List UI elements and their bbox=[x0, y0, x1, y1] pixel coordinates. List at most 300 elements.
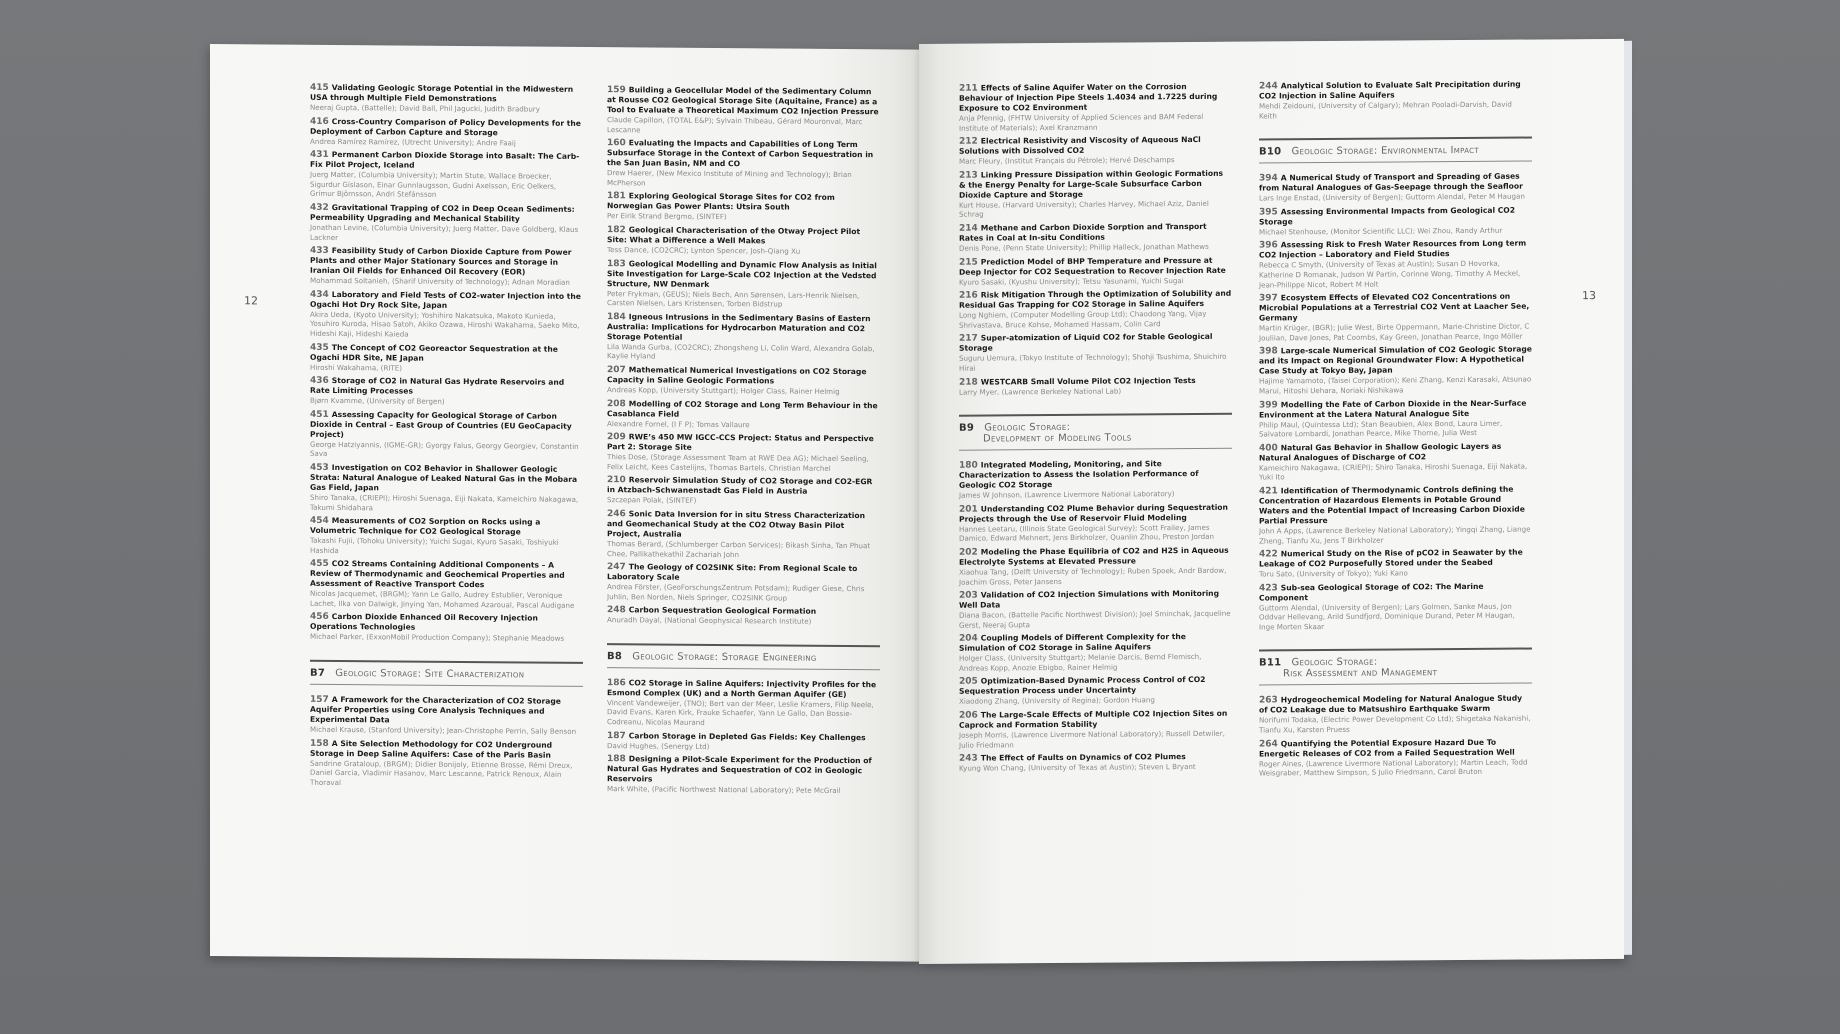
abstract-entry bbox=[607, 475, 880, 507]
section-subtitle: Development of Modeling Tools bbox=[983, 432, 1132, 445]
entry-number: 421 bbox=[1259, 486, 1278, 497]
entry-title: Sub-sea Geological Storage of CO2: The Marine Component bbox=[1259, 581, 1484, 603]
entry-title-line bbox=[959, 459, 1232, 491]
abstract-entry bbox=[1259, 441, 1532, 482]
abstract-entry bbox=[1259, 484, 1532, 545]
section-heading bbox=[607, 645, 880, 669]
entry-authors: Denis Pone, (Penn State University); Phillip Halleck, Jonathan Mathews bbox=[959, 241, 1209, 253]
abstract-entry bbox=[1259, 548, 1532, 580]
entry-title-line bbox=[607, 678, 880, 700]
entry-title-line bbox=[607, 432, 880, 454]
entry-title: Igneous Intrusions in the Sedimentary Basins of Eastern Australia: Implications for Hydrocarbon Maturation and CO2 Storage Potential bbox=[607, 312, 871, 342]
entry-title-line bbox=[607, 754, 880, 786]
entry-number: 395 bbox=[1259, 207, 1278, 218]
entry-title-line bbox=[959, 289, 1232, 311]
entry-authors: Andrea Ramírez Ramírez, (Utrecht University); Andre Faaij bbox=[310, 136, 516, 147]
entry-authors: Roger Aines, (Lawrence Livermore National Laboratory); Martin Leach, Todd Weisgraber, Matthew Simpson, S Julio Friedmann, Carol Bruton bbox=[1259, 757, 1528, 778]
entry-number: 415 bbox=[310, 82, 329, 93]
abstract-entry bbox=[607, 562, 880, 603]
entry-authors: Hajime Yamamoto, (Taisei Corporation); Keni Zhang, Kenzi Karasaki, Atsunao Marui, Hitoshi Uehara, Noriaki Nishikawa bbox=[1259, 374, 1532, 396]
abstract-entry bbox=[310, 246, 583, 288]
abstract-entry bbox=[1259, 239, 1532, 290]
entry-title: Super-atomization of Liquid CO2 for Stable Geological Storage bbox=[959, 332, 1213, 354]
entry-authors: Suguru Uemura, (Tokyo Institute of Technology); Shohji Tsushima, Shuichiro Hirai bbox=[959, 352, 1227, 373]
entry-title-line bbox=[607, 399, 880, 421]
entry-number: 208 bbox=[607, 398, 626, 409]
entry-number: 217 bbox=[959, 333, 978, 345]
entry-number: 431 bbox=[310, 149, 329, 161]
entry-authors: Drew Haerer, (New Mexico Institute of Mining and Technology); Brian McPherson bbox=[607, 168, 852, 188]
entry-title-line bbox=[1259, 292, 1532, 324]
entry-authors: Anuradh Dayal, (National Geophysical Research Institute) bbox=[607, 615, 812, 627]
entry-title: Quantifying the Potential Exposure Hazard Due To Energetic Releases of CO2 from a Failed Sequestration Well bbox=[1259, 737, 1515, 759]
entry-title: Prediction Model of BHP Temperature and Pressure at Deep Injector for CO2 Sequestration to Recover Injection Rate bbox=[959, 255, 1226, 277]
right-page bbox=[919, 39, 1624, 964]
entry-title: Measurements of CO2 Sorption on Rocks using a Volumetric Technique for CO2 Geological Storage bbox=[310, 516, 541, 537]
entry-authors: Andrea Förster, (GeoForschungsZentrum Potsdam); Rudiger Giese, Chris Juhlin, Ben Norden, Niels Springer, CO2SINK Group bbox=[607, 582, 865, 603]
abstract-entry bbox=[607, 754, 880, 796]
entry-number: 453 bbox=[310, 462, 329, 473]
entry-title-line bbox=[310, 695, 583, 727]
entry-number: 396 bbox=[1259, 240, 1278, 251]
entry-authors: Hiroshi Wakahama, (RITE) bbox=[310, 362, 403, 373]
entry-number: 201 bbox=[959, 504, 978, 515]
abstract-entry bbox=[1259, 292, 1532, 343]
entry-authors: Szczepan Polak, (SINTEF) bbox=[607, 495, 697, 506]
entry-number: 433 bbox=[310, 245, 329, 257]
entry-title: Investigation on CO2 Behavior in Shallower Geologic Strata: Natural Analogue of Leaked Natural Gas in the Mobara Gas Field, Japan bbox=[310, 462, 578, 493]
entry-title: Carbon Sequestration Geological Formation bbox=[628, 605, 817, 617]
entry-title-line bbox=[310, 410, 583, 442]
abstract-entry bbox=[607, 509, 880, 560]
entry-title-line bbox=[310, 150, 583, 172]
entry-number: 159 bbox=[607, 85, 626, 96]
entry-authors: Thies Dose, (Storage Assessment Team at RWE Dea AG); Michael Seeling, Felix Leicht, Kees Castelijns, Thomas Bartels, Christian Marchel bbox=[607, 452, 869, 473]
entry-title: Mathematical Numerical Investigations on CO2 Storage Capacity in Saline Geologic Formations bbox=[607, 365, 867, 386]
entry-title: Large-scale Numerical Simulation of CO2 Geologic Storage and its Impact on Regional Groundwater Flow: A Hypothetical Case Study at Tokyo Bay, Japan bbox=[1259, 344, 1532, 376]
abstract-entry bbox=[310, 83, 583, 115]
entry-title: Storage of CO2 in Natural Gas Hydrate Reservoirs and Rate Limiting Processes bbox=[310, 376, 565, 396]
entry-title-line bbox=[959, 168, 1232, 200]
entry-authors: Akira Ueda, (Kyoto University); Yoshihiro Nakatsuka, Makoto Kunieda, Yosuhiro Kuroda, Hisao Satoh, Akiko Ozawa, Hiroshi Wakahama, Saeko Mito, Hideshi Kaji, Hideshi Kaieda bbox=[310, 309, 580, 339]
section-heading bbox=[1259, 650, 1532, 685]
entry-title: Laboratory and Field Tests of CO2-water Injection into the Ogachi Hot Dry Rock Site, Japan bbox=[310, 289, 581, 310]
entry-authors: George Hatziyannis, (IGME-GR); Gyorgy Falus, Georgy Georgiev, Constantin Sava bbox=[310, 439, 579, 459]
entry-number: 246 bbox=[607, 509, 626, 520]
entry-title-line bbox=[1259, 239, 1532, 261]
abstract-entry bbox=[607, 138, 880, 189]
entry-authors: Xiaodong Zhang, (University of Regina); Gordon Huang bbox=[959, 695, 1155, 707]
abstract-entry bbox=[607, 85, 880, 136]
entry-title-line bbox=[959, 546, 1232, 568]
entry-title-line bbox=[310, 612, 583, 634]
entry-number: 187 bbox=[607, 730, 626, 741]
entry-title: The Geology of CO2SINK Site: From Regional Scale to Laboratory Scale bbox=[607, 562, 858, 582]
entry-title-line bbox=[310, 203, 583, 225]
entry-number: 218 bbox=[959, 377, 978, 388]
abstract-entry bbox=[310, 342, 583, 374]
entry-authors: Alexandre Fornel, (I F P); Tomas Vallaure bbox=[607, 418, 750, 429]
entry-title-line bbox=[959, 675, 1232, 697]
abstract-entry bbox=[959, 632, 1232, 673]
abstract-entry bbox=[310, 376, 583, 408]
entry-title-line bbox=[1259, 737, 1532, 759]
entry-authors: Martin Krüger, (BGR); Julie West, Birte Oppermann, Marie-Christine Dictor, C Jouliian, Dave Jones, Pat Coombs, Kay Green, Jonathan Pearce, Ingo Möller bbox=[1259, 321, 1530, 343]
entry-title: Coupling Models of Different Complexity for the Simulation of CO2 Storage in Saline Aquifers bbox=[959, 632, 1186, 653]
entry-title-line bbox=[607, 365, 880, 387]
entry-title: Hydrogeochemical Modeling for Natural Analogue Study of CO2 Leakage due to Matsushiro Earthquake Swarm bbox=[1259, 694, 1523, 715]
entry-title: Electrical Resistivity and Viscosity of Aqueous NaCl Solutions with Dissolved CO2 bbox=[959, 135, 1201, 156]
section-code: B9 bbox=[959, 422, 975, 434]
entry-title-line bbox=[1259, 484, 1532, 526]
entry-title: Modelling of CO2 Storage and Long Term Behaviour in the Casablanca Field bbox=[607, 398, 878, 419]
entry-title-line bbox=[310, 376, 583, 398]
entry-title: A Numerical Study of Transport and Spreading of Gases from Natural Analogues of Gas-Seepage through the Seafloor bbox=[1259, 171, 1523, 193]
abstract-entry bbox=[607, 259, 880, 310]
abstract-entry bbox=[310, 463, 583, 514]
entry-title-line bbox=[607, 225, 880, 247]
entry-title: Modeling the Phase Equilibria of CO2 and H2S in Aqueous Electrolyte Systems at Elevated Pressure bbox=[959, 545, 1229, 567]
entry-number: 212 bbox=[959, 136, 978, 147]
abstract-entry bbox=[607, 605, 880, 627]
abstract-entry bbox=[310, 116, 583, 148]
abstract-entry bbox=[607, 432, 880, 473]
entry-title-line bbox=[607, 312, 880, 344]
section-title: Geologic Storage: Site Characterization bbox=[335, 668, 525, 681]
abstract-entry bbox=[1259, 80, 1532, 121]
entry-authors: Larry Myer, (Lawrence Berkeley National Lab) bbox=[959, 386, 1122, 397]
entry-title: A Framework for the Characterization of CO2 Storage Aquifer Properties using Core Analysis Techniques and Experimental Data bbox=[310, 695, 561, 725]
entry-title-line bbox=[1259, 205, 1532, 227]
abstract-entry bbox=[310, 738, 583, 789]
abstract-entry bbox=[959, 135, 1232, 167]
entry-authors: Michael Parker, (ExxonMobil Production Company); Stephanie Meadows bbox=[310, 632, 565, 644]
abstract-entry bbox=[959, 709, 1232, 750]
entry-number: 451 bbox=[310, 409, 329, 420]
entry-number: 183 bbox=[607, 258, 626, 269]
abstract-entry bbox=[310, 695, 583, 737]
entry-number: 209 bbox=[607, 432, 626, 443]
entry-number: 214 bbox=[959, 223, 978, 234]
entry-title: A Site Selection Methodology for CO2 Underground Storage in Deep Saline Aquifers: Case of the Paris Basin bbox=[310, 738, 553, 760]
entry-title-line bbox=[1259, 345, 1532, 377]
entry-number: 206 bbox=[959, 710, 978, 721]
abstract-entry bbox=[959, 82, 1232, 133]
entry-title: Gravitational Trapping of CO2 in Deep Ocean Sediments: Permeability Upgrading and Mechanical Stability bbox=[310, 202, 575, 224]
entry-title: Building a Geocellular Model of the Sedimentary Column at Rousse CO2 Geological Storage Site (Aquitaine, France) as a Tool to Evaluate a Theoretical Maximum CO2 Injection Pressure bbox=[607, 85, 879, 117]
entry-title: Risk Mitigation Through the Optimization of Solubility and Residual Gas Trapping for CO2 Storage in Saline Aquifers bbox=[959, 288, 1232, 310]
entry-title: The Concept of CO2 Georeactor Sequestration at the Ogachi HDR Site, NE Japan bbox=[310, 342, 558, 363]
abstract-entry bbox=[959, 546, 1232, 587]
entry-title: Permanent Carbon Dioxide Storage into Basalt: The Carb-Fix Pilot Project, Iceland bbox=[310, 150, 580, 170]
entry-title-line bbox=[1259, 694, 1532, 716]
entry-number: 397 bbox=[1259, 293, 1278, 304]
abstract-entry bbox=[959, 332, 1232, 373]
entry-number: 180 bbox=[959, 460, 978, 471]
entry-number: 435 bbox=[310, 342, 329, 353]
entry-authors: Shiro Tanaka, (CRIEPI); Hiroshi Suenaga, Eiji Nakata, Kameichiro Nakagawa, Takumi Shidahara bbox=[310, 492, 579, 512]
abstract-entry bbox=[959, 289, 1232, 330]
entry-title-line bbox=[310, 342, 583, 364]
entry-title-line bbox=[1259, 80, 1532, 102]
section-heading bbox=[959, 415, 1232, 450]
entry-title-line bbox=[607, 138, 880, 170]
entry-title-line bbox=[959, 589, 1232, 611]
entry-title: The Effect of Faults on Dynamics of CO2 Plumes bbox=[980, 752, 1186, 763]
abstract-entry bbox=[310, 516, 583, 557]
entry-authors: Philip Maul, (Quintessa Ltd); Stan Beaubien, Alex Bond, Laura Limer, Salvatore Lombardi, Jonathan Pearce, Mike Thorne, Julia West bbox=[1259, 418, 1503, 439]
section-title: Geologic Storage: Environmental Impact bbox=[1291, 145, 1479, 158]
entry-authors: Michael Krause, (Stanford University); Jean-Christophe Perrin, Sally Benson bbox=[310, 724, 577, 736]
section-header bbox=[310, 660, 583, 687]
entry-title: Methane and Carbon Dioxide Sorption and Transport Rates in Coal at In-situ Conditions bbox=[959, 221, 1207, 243]
entry-authors: Peter Frykman, (GEUS); Niels Bech, Ann Sørensen, Lars-Henrik Nielsen, Carsten Nielsen, Lars Kristensen, Torben Bidstrup bbox=[607, 288, 860, 309]
entry-number: 181 bbox=[607, 191, 626, 202]
entry-title-line bbox=[607, 509, 880, 541]
entry-title: CO2 Storage in Saline Aquifers: Injectivity Profiles for the Esmond Complex (UK) and a North German Aquifer (GE) bbox=[607, 678, 877, 699]
entry-authors: Sandrine Grataloup, (BRGM); Didier Bonijoly, Etienne Brosse, Rémi Dreux, Daniel Garcia, Vladimir Hasanov, Marc Lescanne, Patrick Renoux, Alain Thoraval bbox=[310, 758, 573, 787]
entry-title-line bbox=[959, 82, 1232, 114]
entry-number: 186 bbox=[607, 677, 626, 689]
entry-title-line bbox=[1259, 581, 1532, 603]
entry-title-line bbox=[959, 332, 1232, 354]
entry-title: Ecosystem Effects of Elevated CO2 Concentrations on Microbial Populations at a Terrestrial CO2 Vent at Laacher See, Germany bbox=[1259, 291, 1530, 323]
abstract-entry bbox=[959, 222, 1232, 254]
abstract-entry bbox=[607, 678, 880, 729]
abstract-entry bbox=[607, 731, 880, 753]
entry-number: 244 bbox=[1259, 81, 1278, 92]
abstract-entry bbox=[607, 191, 880, 223]
column-1 bbox=[310, 83, 583, 794]
entry-number: 436 bbox=[310, 375, 329, 387]
entry-title: Effects of Saline Aquifer Water on the Corrosion Behaviour of Injection Pipe Steels 1.4034 and 1.7225 during Exposure to CO2 Environment bbox=[959, 82, 1218, 113]
entry-number: 247 bbox=[607, 562, 626, 573]
section-code: B10 bbox=[1259, 146, 1282, 158]
section-title: Geologic Storage: bbox=[984, 422, 1071, 434]
abstract-entry bbox=[1259, 172, 1532, 204]
entry-title: Modelling the Fate of Carbon Dioxide in the Near-Surface Environment at the Latera Natural Analogue Site bbox=[1259, 398, 1527, 420]
entry-title: Optimization-Based Dynamic Process Control of CO2 Sequestration Process under Uncertainty bbox=[959, 675, 1206, 697]
column-2 bbox=[607, 85, 880, 800]
abstract-entry bbox=[959, 589, 1232, 630]
entry-number: 184 bbox=[607, 311, 626, 323]
entry-authors: Hannes Leetaru, (Illinois State Geological Survey); Scott Frailey, James Damico, Edward Mehnert, Jens Birkholzer, Quanlin Zhou, Preston Jordan bbox=[959, 522, 1214, 544]
entry-title-line bbox=[310, 116, 583, 138]
entry-number: 160 bbox=[607, 138, 626, 149]
entry-title: Carbon Storage in Depleted Gas Fields: Key Challenges bbox=[628, 730, 866, 742]
entry-authors: Marc Fleury, (Institut Français du Pétrole); Hervé Deschamps bbox=[959, 155, 1175, 166]
entry-title-line bbox=[607, 191, 880, 213]
abstract-entry bbox=[959, 752, 1232, 774]
entry-authors: Vincent Vandeweijer, (TNO); Bert van der Meer, Leslie Kramers, Filip Neele, David Evans, Karen Kirk, Frauke Schaefer, Yann Le Gallo, Dan Bossie-Codreanu, Nicolas Maurand bbox=[607, 697, 874, 727]
entry-number: 264 bbox=[1259, 739, 1278, 750]
abstract-entry bbox=[959, 255, 1232, 287]
entry-title-line bbox=[310, 559, 583, 591]
section-heading bbox=[310, 662, 583, 686]
entry-authors: Michael Stenhouse, (Monitor Scientific LLC); Wei Zhou, Randy Arthur bbox=[1259, 225, 1503, 237]
entry-title: Validation of CO2 Injection Simulations with Monitoring Well Data bbox=[959, 588, 1220, 610]
abstract-entry bbox=[310, 290, 583, 341]
entry-authors: John A Apps, (Lawrence Berkeley National Laboratory); Yingqi Zhang, Liange Zheng, Tianfu Xu, Jens T Birkholzer bbox=[1259, 524, 1531, 546]
column-4 bbox=[1259, 80, 1532, 783]
entry-title-line bbox=[959, 502, 1232, 524]
abstract-entry bbox=[959, 459, 1232, 501]
entry-authors: Guttorm Alendal, (University of Bergen); Lars Golmen, Sanke Maus, Jon Oddvar Hellevang, Arild Sundfjord, Dominique Durand, Peter M Haugan, Inge Morten Skaar bbox=[1259, 601, 1515, 632]
entry-title-line bbox=[959, 222, 1232, 244]
entry-number: 394 bbox=[1259, 173, 1278, 184]
entry-authors: Kyung Won Chang, (University of Texas at Austin); Steven L Bryant bbox=[959, 762, 1196, 773]
entry-authors: Claude Capillon, (TOTAL E&P); Sylvain Thibeau, Gérard Mouronval, Marc Lescanne bbox=[607, 115, 863, 134]
entry-number: 456 bbox=[310, 612, 329, 623]
abstract-entry bbox=[959, 502, 1232, 543]
entry-title-line bbox=[1259, 548, 1532, 570]
abstract-entry bbox=[310, 559, 583, 610]
entry-number: 211 bbox=[959, 83, 978, 94]
entry-number: 203 bbox=[959, 590, 978, 601]
entry-authors: Anja Pfennig, (FHTW University of Applied Sciences and BAM Federal Institute of Materials); Axel Kranzmann bbox=[959, 111, 1204, 133]
entry-title-line bbox=[1259, 398, 1532, 420]
entry-title: Natural Gas Behavior in Shallow Geologic Layers as Natural Analogues of Discharge of CO2 bbox=[1259, 441, 1502, 463]
entry-authors: Neeraj Gupta, (Battelle); David Ball, Phil Jagucki, Judith Bradbury bbox=[310, 102, 540, 114]
entry-title: Identification of Thermodynamic Controls defining the Concentration of Hazardous Elements in Potable Ground Waters and the Potential Impact of Increasing Carbon Dioxide Partial Pressure bbox=[1259, 484, 1525, 526]
entry-number: 399 bbox=[1259, 399, 1278, 411]
abstract-entry bbox=[607, 225, 880, 257]
entry-authors: Jonathan Levine, (Columbia University); Juerg Matter, Dave Goldberg, Klaus Lackner bbox=[310, 222, 579, 242]
entry-authors: Norifumi Todaka, (Electric Power Development Co Ltd); Shigetaka Nakanishi, Tianfu Xu, Karsten Pruess bbox=[1259, 713, 1531, 735]
entry-authors: Per Eirik Strand Bergmo, (SINTEF) bbox=[607, 211, 727, 222]
page-number-right: 13 bbox=[1582, 289, 1596, 303]
entry-number: 207 bbox=[607, 365, 626, 376]
entry-number: 158 bbox=[310, 738, 329, 749]
left-page bbox=[210, 44, 921, 962]
entry-authors: Long Nghiem, (Computer Modelling Group Ltd); Chaodong Yang, Vijay Shrivastava, Bruce Kohse, Mohamed Hassam, Colin Card bbox=[959, 309, 1207, 330]
entry-title: Geological Characterisation of the Otway Project Pilot Site: What a Difference a Well Makes bbox=[607, 225, 861, 246]
entry-number: 216 bbox=[959, 290, 978, 301]
entry-title: Analytical Solution to Evaluate Salt Precipitation during CO2 Injection in Saline Aquifers bbox=[1259, 79, 1521, 101]
abstract-entry bbox=[607, 365, 880, 397]
entry-number: 205 bbox=[959, 677, 978, 688]
entry-title: CO2 Streams Containing Additional Components – A Review of Thermodynamic and Geochemical Properties and Assessment of Reactive Transport Codes bbox=[310, 559, 565, 590]
entry-authors: Kurt House, (Harvard University); Charles Harvey, Michael Aziz, Daniel Schrag bbox=[959, 198, 1209, 220]
entry-number: 215 bbox=[959, 257, 978, 268]
entry-title: Assessing Capacity for Geological Storage of Carbon Dioxide in Central – East Group of Countries (EU GeoCapacity Project) bbox=[310, 409, 572, 439]
entry-authors: Joseph Morris, (Lawrence Livermore National Laboratory); Russell Detwiler, Julio Friedmann bbox=[959, 728, 1225, 750]
entry-title: Evaluating the Impacts and Capabilities of Long Term Subsurface Storage in the Context of Carbon Sequestration in the San Juan Basin, NM and CO bbox=[607, 138, 874, 169]
entry-number: 400 bbox=[1259, 443, 1278, 454]
entry-number: 243 bbox=[959, 753, 978, 764]
abstract-entry bbox=[607, 399, 880, 431]
abstract-entry bbox=[959, 168, 1232, 219]
abstract-entry bbox=[1259, 737, 1532, 778]
entry-title: Assessing Risk to Fresh Water Resources from Long term CO2 Injection – Laboratory and Field Studies bbox=[1259, 238, 1527, 260]
entry-authors: Takashi Fujii, (Tohoku University); Yuichi Sugai, Kyuro Sasaki, Toshiyuki Hashida bbox=[310, 535, 559, 555]
entry-number: 398 bbox=[1259, 346, 1278, 357]
column-3 bbox=[959, 82, 1232, 778]
entry-authors: Bjørn Kvamme, (University of Bergen) bbox=[310, 395, 445, 406]
section-header bbox=[959, 413, 1232, 451]
entry-number: 210 bbox=[607, 475, 626, 486]
entry-number: 248 bbox=[607, 605, 626, 616]
entry-title: RWE’s 450 MW IGCC-CCS Project: Status and Perspective Part 2: Storage Site bbox=[607, 432, 874, 452]
entry-title-line bbox=[959, 375, 1232, 387]
entry-authors: Rebecca C Smyth, (University of Texas at Austin); Susan D Hovorka, Katherine D Romanak, Judson W Partin, Corinne Wong, Timothy A Meckel, Jean-Philippe Nicot, Robert M Holt bbox=[1259, 259, 1521, 290]
entry-title: Sonic Data Inversion for in situ Stress Characterization and Geomechanical Study at the CO2 Otway Basin Pilot Project, Australia bbox=[607, 509, 865, 539]
entry-title-line bbox=[310, 463, 583, 495]
abstract-entry bbox=[1259, 398, 1532, 439]
entry-number: 182 bbox=[607, 225, 626, 236]
entry-authors: Andreas Kopp, (University Stuttgart); Holger Class, Rainer Helmig bbox=[607, 385, 840, 396]
section-header bbox=[1259, 137, 1532, 164]
entry-authors: Xiaohua Tang, (Delft University of Technology); Ruben Spoek, Andr Bardow, Joachim Gross, Peter Jansens bbox=[959, 565, 1227, 587]
abstract-entry bbox=[1259, 205, 1532, 237]
entry-authors: Nicolas Jacquemet, (BRGM); Yann Le Gallo, Audrey Estublier, Veronique Lachet, Ilka von Dalwigk, Jinying Yan, Mohamed Azaroual, Pascal Audigane bbox=[310, 589, 575, 610]
entry-title: Geological Modelling and Dynamic Flow Analysis as Initial Site Investigation for Large-Scale CO2 Injection at the Vedsted Structure, NW Denmark bbox=[607, 258, 877, 289]
entry-title: Numerical Study on the Rise of pCO2 in Seawater by the Leakage of CO2 Purposefully Stored under the Seabed bbox=[1259, 547, 1523, 569]
entry-number: 416 bbox=[310, 116, 329, 127]
entry-title: Reservoir Simulation Study of CO2 Storage and CO2-EGR in Atzbach-Schwanenstadt Gas Field in Austria bbox=[607, 475, 873, 497]
entry-number: 263 bbox=[1259, 695, 1278, 706]
section-code: B8 bbox=[607, 650, 623, 663]
entry-number: 422 bbox=[1259, 549, 1278, 560]
entry-authors: Lila Wanda Gurba, (CO2CRC); Zhongsheng Li, Colin Ward, Alexandra Golab, Kaylie Hyland bbox=[607, 341, 875, 361]
section-code: B11 bbox=[1259, 657, 1282, 669]
entry-title-line bbox=[1259, 172, 1532, 194]
entry-authors: Diana Bacon, (Battelle Pacific Northwest Division); Joel Sminchak, Jacqueline Gerst, Neeraj Gupta bbox=[959, 608, 1231, 630]
entry-number: 188 bbox=[607, 754, 626, 765]
entry-title-line bbox=[310, 738, 583, 760]
entry-number: 434 bbox=[310, 289, 329, 300]
entry-title: Cross-Country Comparison of Policy Developments for the Deployment of Carbon Capture and Storage bbox=[310, 116, 581, 137]
abstract-entry bbox=[1259, 581, 1532, 632]
entry-number: 213 bbox=[959, 170, 978, 181]
entry-title-line bbox=[959, 632, 1232, 654]
entry-title-line bbox=[959, 135, 1232, 157]
entry-title: Designing a Pilot-Scale Experiment for the Production of Natural Gas Hydrates and Sequestration of CO2 in Geologic Reservoirs bbox=[607, 754, 872, 784]
entry-title-line bbox=[310, 246, 583, 278]
entry-authors: Toru Sato, (University of Tokyo); Yuki Kano bbox=[1259, 568, 1408, 579]
entry-number: 204 bbox=[959, 633, 978, 644]
entry-title: Validating Geologic Storage Potential in the Midwestern USA through Multiple Field Demonstrations bbox=[310, 82, 574, 104]
entry-title-line bbox=[310, 83, 583, 105]
entry-authors: Mehdi Zeidouni, (University of Calgary); Mehran Pooladi-Darvish, David Keith bbox=[1259, 99, 1512, 121]
entry-title-line bbox=[607, 259, 880, 291]
abstract-entry bbox=[310, 203, 583, 244]
entry-title: Exploring Geological Storage Sites for CO2 from Norwegian Gas Power Plants: Utsira South bbox=[607, 191, 835, 212]
abstract-entry bbox=[607, 312, 880, 363]
entry-title-line bbox=[607, 475, 880, 497]
entry-authors: Mark White, (Pacific Northwest National Laboratory); Pete McGrail bbox=[607, 784, 841, 796]
abstract-entry bbox=[959, 375, 1232, 397]
entry-title-line bbox=[1259, 441, 1532, 463]
section-title: Geologic Storage: Storage Engineering bbox=[632, 651, 817, 664]
entry-authors: Mohammad Soltanieh, (Sharif University of Technology); Adnan Moradian bbox=[310, 275, 570, 287]
entry-title: Linking Pressure Dissipation within Geologic Formations & the Energy Penalty for Large-Scale Subsurface Carbon Dioxide Capture and Storage bbox=[959, 168, 1224, 200]
abstract-entry bbox=[310, 410, 583, 461]
section-header bbox=[1259, 648, 1532, 686]
entry-authors: Kyuro Sasaki, (Kyushu University); Tetsu Yasunami, Yuichi Sugai bbox=[959, 275, 1184, 287]
entry-authors: James W Johnson, (Lawrence Livermore National Laboratory) bbox=[959, 489, 1175, 500]
entry-authors: Holger Class, (University Stuttgart); Melanie Darcis, Bernd Flemisch, Andreas Kopp, Anozie Ebigbo, Rainer Helmig bbox=[959, 652, 1202, 673]
entry-title-line bbox=[310, 516, 583, 538]
entry-title-line bbox=[959, 255, 1232, 277]
section-title: Geologic Storage: bbox=[1291, 657, 1378, 669]
entry-number: 455 bbox=[310, 559, 329, 570]
entry-authors: Kameichiro Nakagawa, (CRIEPI); Shiro Tanaka, Hiroshi Suenaga, Eiji Nakata, Yuki Ito bbox=[1259, 461, 1528, 482]
entry-title-line bbox=[607, 562, 880, 584]
entry-authors: Juerg Matter, (Columbia University); Martin Stute, Wallace Broecker, Sigurdur Gíslason, Einar Gunnlaugsson, Gudni Axelsson, Eric Oelkers, Grímur Björnsson, Andri Stefánsson bbox=[310, 169, 557, 200]
abstract-entry bbox=[310, 612, 583, 644]
abstract-entry bbox=[310, 150, 583, 201]
